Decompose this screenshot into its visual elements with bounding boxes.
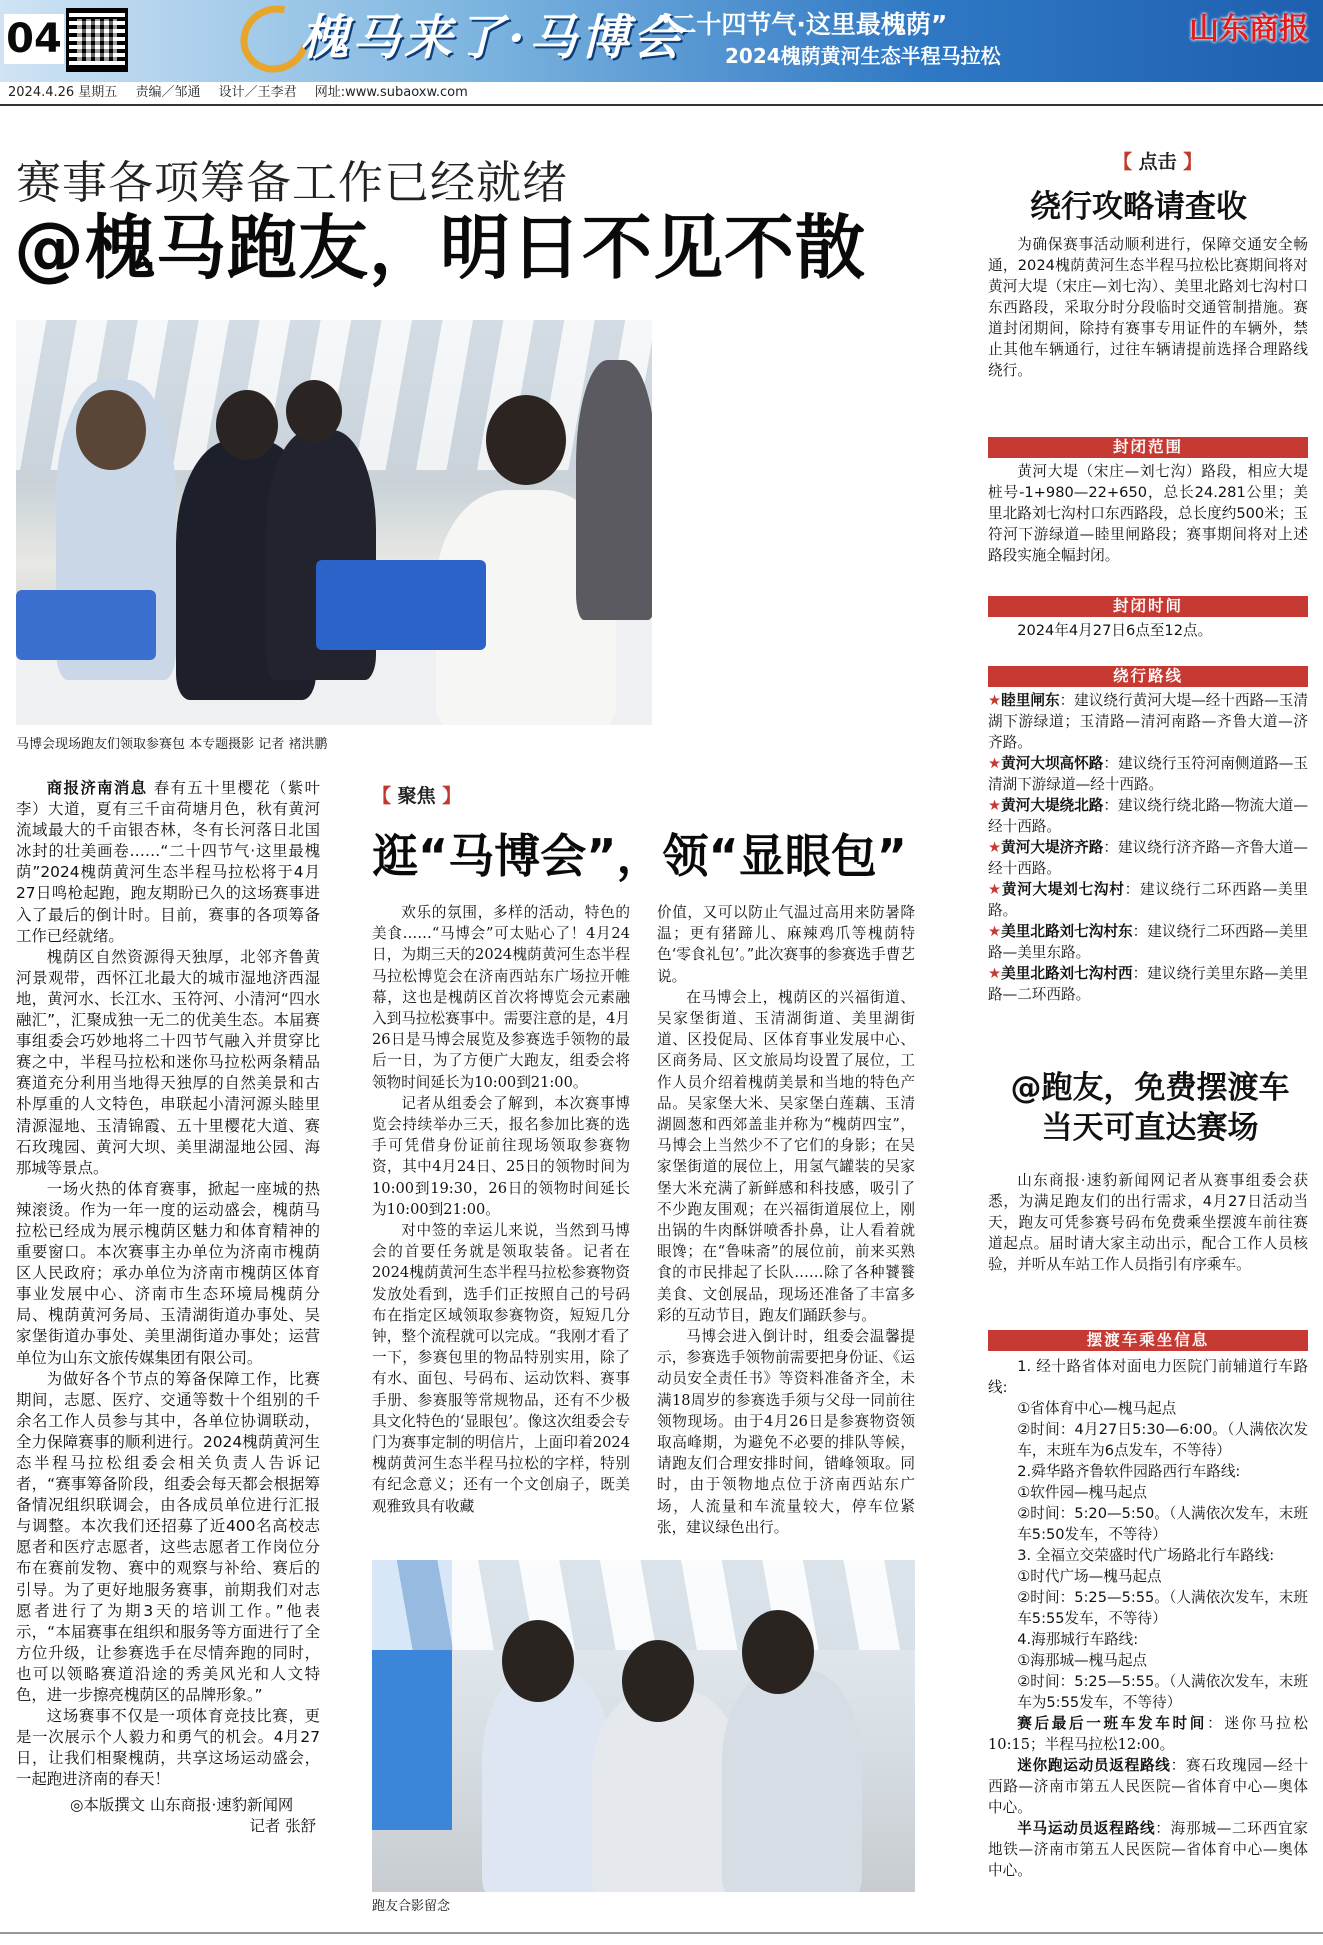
route-text: ：建议绕行玉符河南侧道路—玉清湖下游绿道—经十西路。 <box>988 755 1308 793</box>
detour-item <box>988 690 1308 753</box>
shuttle-headline: @跑友，免费摆渡车当天可直达赛场 <box>1010 1070 1290 1146</box>
last-bus-text: ：迷你马拉松10:15；半程马拉松12:00。 <box>988 1715 1308 1753</box>
star-icon: ★ <box>988 797 1002 814</box>
bus-route-stop: ①省体育中心—槐马起点 <box>1017 1400 1177 1417</box>
feature-headline: 逛“马博会”，领“显眼包” <box>372 829 907 883</box>
star-icon: ★ <box>988 965 1002 982</box>
bus-route-head: 1. 经十路省体对面电力医院门前辅道行车路线: <box>988 1358 1308 1396</box>
photo-caption: 跑友合影留念 <box>372 1899 451 1914</box>
star-icon: ★ <box>988 692 1002 709</box>
route-name: 黄河大坝高怀路 <box>1001 755 1104 772</box>
editor-credit: 责编／邹通 <box>135 85 201 100</box>
route-text: ：建议绕行二环西路—美里路—美里东路。 <box>988 923 1308 961</box>
bus-route-head: 2.舜华路齐鲁软件园路西行车路线: <box>1017 1463 1241 1480</box>
shuttle-info-header: 摆渡车乘坐信息 <box>988 1330 1308 1351</box>
header-divider <box>0 104 1323 106</box>
star-icon: ★ <box>988 923 1002 940</box>
paragraph: 黄河大堤（宋庄—刘七沟）路段，相应大堤桩号-1+980—22+650，总长24.281公里；美里北路刘七沟村口东西路段，总长度约500米；玉符河下游绿道—睦里闸路段；赛事期间将对上述路段实施全幅封闭。 <box>988 463 1308 564</box>
bus-route-time: ②时间：5:25—5:55。（人满依次发车，末班车为5:55发车，不等待） <box>1017 1673 1308 1711</box>
route-text: ：建议绕行美里东路—美里路—二环西路。 <box>988 965 1308 1003</box>
event-slogan: “二十四节气·这里最槐荫” <box>655 10 948 39</box>
issue-date: 2024.4.26 星期五 <box>8 85 118 100</box>
bus-route-stop: ①软件园—槐马起点 <box>1017 1484 1148 1501</box>
tent-canopy <box>372 1560 915 1650</box>
star-icon: ★ <box>988 881 1002 898</box>
person-head <box>286 380 342 442</box>
paragraph: 为做好各个节点的筹备保障工作，比赛期间，志愿、医疗、交通等数十个组别的千余名工作人员参与其中，各单位协调联动，全力保障赛事的顺利进行。2024槐荫黄河生态半程马拉松组委会相关负责人告诉记者，“赛事筹备阶段，组委会每天都会根据筹备情况组织联调会，由各成员单位进行汇报与调整。本次我们还招募了近400名高校志愿者和医疗志愿者，这些志愿者工作岗位分布在赛前发物、赛中的观察与补给、赛后的引导。为了更好地服务赛事，前期我们对志愿者进行了为期3天的培训工作。”他表示，“本届赛事在组织和服务等方面进行了全方位升级，让参赛选手在尽情奔跑的同时，也可以领略赛道沿途的秀美风光和人文特色，进一步擦亮槐荫区的品牌形象。” <box>16 1369 320 1705</box>
page-number: 04 <box>4 14 64 64</box>
paragraph: 在马博会上，槐荫区的兴福街道、吴家堡街道、玉清湖街道、美里湖街道、区投促局、区体育事业发展中心、区商务局、区文旅局均设置了展位，工作人员介绍着槐荫美景和当地的特色产品。吴家堡大米、吴家堡白莲藕、玉清湖圆葱和西郊盖韭并称为“槐荫四宝”，马博会上当然少不了它们的身影；在吴家堡街道的展位上，用氢气罐装的吴家堡大米充满了新鲜感和科技感，吸引了不少跑友围观；在兴福街道展位上，刚出锅的牛肉酥饼喷香扑鼻，让人看着就眼馋；在“鲁味斋”的展位前，前来买熟食的市民排起了长队……除了各种饕餮美食、文创展品，现场还准备了丰富多彩的互动节目，跑友们踊跃参与。 <box>657 988 915 1324</box>
race-bag <box>372 1740 452 1830</box>
detour-item <box>988 879 1308 921</box>
designer-credit: 设计／王李君 <box>218 85 297 100</box>
route-text: ：建议绕行黄河大堤—经十西路—玉清湖下游绿道；玉清路—清河南路—齐鲁大道—济齐路。 <box>988 692 1308 751</box>
section-tag-label: 聚焦 <box>397 785 436 807</box>
feature-column-2 <box>657 902 915 1538</box>
route-name: 美里北路刘七沟村西 <box>1001 965 1133 982</box>
byline-reporter: 记者 张舒 <box>249 1816 316 1835</box>
paragraph: 马博会进入倒计时，组委会温馨提示，参赛选手领物前需要把身份证、《运动员安全责任书》等资料准备齐全，未满18周岁的参赛选手须与父母一同前往领物现场。由于4月26日是参赛物资领取高峰期，为避免不必要的排队等候，请跑友们合理安排时间，错峰领取。同时，由于领物地点位于济南西站东广场，人流量和车流量较大，停车位紧张，建议绿色出行。 <box>657 1328 915 1536</box>
person-head <box>216 390 278 460</box>
race-bag <box>372 1650 452 1740</box>
paragraph: 欢乐的氛围，多样的活动，特色的美食……“马博会”可太贴心了！4月24日，为期三天的2024槐荫黄河生态半程马拉松博览会在济南西站东广场拉开帷幕，这也是槐荫区首次将博览会元素融入到马拉松赛事中。需要注意的是，4月26日是马博会展览及参赛选手领物的最后一日，为了方便广大跑友，组委会将领物时间延长为10:00到21:00。 <box>372 904 630 1091</box>
masthead-banner <box>0 0 1323 82</box>
detour-item <box>988 963 1308 1005</box>
half-return-label: 半马运动员返程路线 <box>1017 1820 1156 1837</box>
person-head <box>502 1620 574 1702</box>
bus-route-time: ②时间：4月27日5:30—6:00。（人满依次发车，末班车为6点发车，不等待） <box>1017 1421 1308 1459</box>
paragraph: 为确保赛事活动顺利进行，保障交通安全畅通，2024槐荫黄河生态半程马拉松比赛期间将对黄河大堤（宋庄—刘七沟）、美里北路刘七沟村口东西路段，采取分时分段临时交通管制措施。赛道封闭期间，除持有赛事专用证件的车辆外，禁止其他车辆通行，过往车辆请提前选择合理路线绕行。 <box>988 236 1308 379</box>
closure-range-header: 封闭范围 <box>988 437 1308 458</box>
mini-return-label: 迷你跑运动员返程路线 <box>1017 1757 1171 1774</box>
paragraph: 山东商报·速豹新闻网记者从赛事组委会获悉，为满足跑友们的出行需求，4月27日活动当天，跑友可凭参赛号码布免费乘坐摆渡车前往赛道起点。届时请大家主动出示，配合工作人员核验，并听从车站工作人员指引有序乘车。 <box>988 1172 1308 1273</box>
half-return <box>988 1818 1308 1881</box>
section-tag: 【 聚焦 】 <box>372 785 462 807</box>
bus-route-head: 4.海那城行车路线: <box>1017 1631 1139 1648</box>
person-head <box>486 395 566 485</box>
sidebar-headline: 绕行攻略请查收 <box>1030 189 1247 225</box>
route-name: 美里北路刘七沟村东 <box>1001 923 1133 940</box>
star-icon: ★ <box>988 755 1002 772</box>
bus-route-time: ②时间：5:20—5:50。（人满依次发车，末班车5:50发车，不等待） <box>1017 1505 1308 1543</box>
detour-item <box>988 753 1308 795</box>
person-head <box>622 1640 694 1722</box>
race-bag <box>316 560 486 650</box>
headline-kicker: 赛事各项筹备工作已经就绪 <box>16 156 569 209</box>
detour-item <box>988 795 1308 837</box>
footer-divider <box>0 1932 1323 1934</box>
closure-time-header: 封闭时间 <box>988 596 1308 617</box>
group-photo <box>372 1560 915 1892</box>
section-tag-label: 点击 <box>1138 151 1177 173</box>
route-name: 睦里闸东 <box>1001 692 1060 709</box>
photo-caption: 马博会现场跑友们领取参赛包 本专题摄影 记者 褚洪鹏 <box>16 737 328 752</box>
paragraph: 一场火热的体育赛事，掀起一座城的热辣滚烫。作为一年一度的运动盛会，槐荫马拉松已经成为展示槐荫区魅力和体育精神的重要窗口。本次赛事主办单位为济南市槐荫区人民政府；承办单位为济南市槐荫区体育事业发展中心、济南市生态环境局槐荫分局、槐荫黄河务局、玉清湖街道办事处、吴家堡街道办事处、美里湖街道办事处；运营单位为山东文旅传媒集团有限公司。 <box>16 1179 320 1367</box>
person-runner <box>722 1670 862 1892</box>
route-text: ：建议绕行绕北路—物流大道—经十西路。 <box>988 797 1308 835</box>
dateline <box>8 84 482 102</box>
main-headline: @槐马跑友，明日不见不散 <box>14 207 866 289</box>
dateline-lead: 商报济南消息 <box>46 779 148 797</box>
route-text: ：建议绕行二环西路—美里路。 <box>988 881 1308 919</box>
detour-list <box>988 690 1308 1005</box>
route-name: 黄河大堤刘七沟村 <box>1001 881 1125 898</box>
person-background <box>576 360 652 620</box>
paragraph: 槐荫区自然资源得天独厚，北邻齐鲁黄河景观带，西怀江北最大的城市湿地济西湿地，黄河水、长江水、玉符河、小清河“四水融汇”，汇聚成独一无二的优美生态。本届赛事组委会巧妙地将二十四节气融入并贯穿比赛之中，半程马拉松和迷你马拉松两条精品赛道充分利用当地得天独厚的自然美景和古朴厚重的人文特色，串联起小清河源头睦里清源湿地、玉清锦霞、五十里樱花大道、赛石玫瑰园、黄河大坝、美里湖湿地公园、海那城等景点。 <box>16 947 320 1177</box>
closure-range <box>988 461 1308 566</box>
byline: ◎本版撰文 山东商报·速豹新闻网 <box>70 1795 294 1814</box>
section-tag: 【 点击 】 <box>1113 151 1203 173</box>
closure-time <box>988 620 1308 641</box>
sidebar-intro <box>988 234 1308 381</box>
shuttle-intro <box>988 1170 1308 1275</box>
half-return-text: ：海那城—二环西宜家地铁—济南市第五人民医院—省体育中心—奥体中心。 <box>988 1820 1308 1879</box>
paragraph-text: 春有五十里樱花（紫叶李）大道，夏有三千亩荷塘月色，秋有黄河流域最大的千亩银杏林，冬有长河落日北国冰封的壮美画卷……“二十四节气·这里最槐荫”2024槐荫黄河生态半程马拉松将于4月27日鸣枪起跑，跑友期盼已久的这场赛事进入了最后的倒计时。目前，赛事的各项筹备工作已经就绪。 <box>16 779 320 945</box>
detour-header: 绕行路线 <box>988 666 1308 687</box>
paragraph: 对中签的幸运儿来说，当然到马博会的首要任务就是领取装备。记者在2024槐荫黄河生态半程马拉松参赛物资发放处看到，选手们正按照自己的号码布在指定区域领取参赛物资，短短几分钟，整个流程就可以完成。“我刚才看了一下，参赛包里的物品特别实用，除了有水、面包、号码布、运动饮料、赛事手册、参赛服等常规物品，还有不少极具文化特色的‘显眼包’。像这次组委会专门为赛事定制的明信片，上面印着2024槐荫黄河生态半程马拉松的字样，特别有纪念意义；还有一个文创扇子，既美观雅致具有收藏 <box>372 1222 630 1515</box>
paragraph <box>16 778 320 947</box>
paragraph: 价值，又可以防止气温过高用来防暑降温；更有猪蹄儿、麻辣鸡爪等槐荫特色‘零食礼包’。”此次赛事的参赛选手曹艺说。 <box>657 904 915 985</box>
detour-item <box>988 921 1308 963</box>
paragraph: 2024年4月27日6点至12点。 <box>1017 622 1213 639</box>
event-name: 2024槐荫黄河生态半程马拉松 <box>725 44 1001 68</box>
bus-route-time: ②时间：5:25—5:55。（人满依次发车，末班车5:55发车，不等待） <box>1017 1589 1308 1627</box>
bus-route-head: 3. 全福立交荣盛时代广场路北行车路线: <box>1017 1547 1275 1564</box>
mini-return <box>988 1755 1308 1818</box>
route-name: 黄河大堤绕北路 <box>1001 797 1104 814</box>
mini-return-text: ：赛石玫瑰园—经十西路—济南市第五人民医院—省体育中心—奥体中心。 <box>988 1757 1308 1816</box>
person-head <box>76 390 146 470</box>
detour-item <box>988 837 1308 879</box>
last-bus-label: 赛后最后一班车发车时间 <box>1017 1715 1208 1732</box>
person-head <box>742 1610 814 1694</box>
last-bus <box>988 1713 1308 1755</box>
bus-route-stop: ①海那城—槐马起点 <box>1017 1652 1148 1669</box>
feature-column-1 <box>372 902 630 1517</box>
star-icon: ★ <box>988 839 1002 856</box>
route-name: 黄河大堤济齐路 <box>1001 839 1104 856</box>
shuttle-info <box>988 1356 1308 1881</box>
main-photo <box>16 320 652 725</box>
race-bag-stack <box>16 590 156 660</box>
section-title: 槐马来了·马博会 <box>300 10 685 66</box>
bus-route-stop: ①时代广场—槐马起点 <box>1017 1568 1162 1585</box>
website-link[interactable]: 网址:www.subaoxw.com <box>314 85 468 100</box>
paragraph: 记者从组委会了解到，本次赛事博览会持续举办三天，报名参加比赛的选手可凭借身份证前往现场领取参赛物资，其中4月24日、25日的领物时间为10:00到19:30，26日的领物时间延长为10:00到21:00。 <box>372 1094 630 1218</box>
lead-article <box>16 778 320 1837</box>
route-text: ：建议绕行济齐路—齐鲁大道—经十西路。 <box>988 839 1308 877</box>
paragraph: 这场赛事不仅是一项体育竞技比赛，更是一次展示个人毅力和勇气的机会。4月27日，让我们相聚槐荫，共享这场运动盛会，一起跑进济南的春天！ <box>16 1707 320 1789</box>
qr-code-icon[interactable] <box>66 8 128 72</box>
newspaper-brand: 山东商报 <box>1189 12 1309 47</box>
